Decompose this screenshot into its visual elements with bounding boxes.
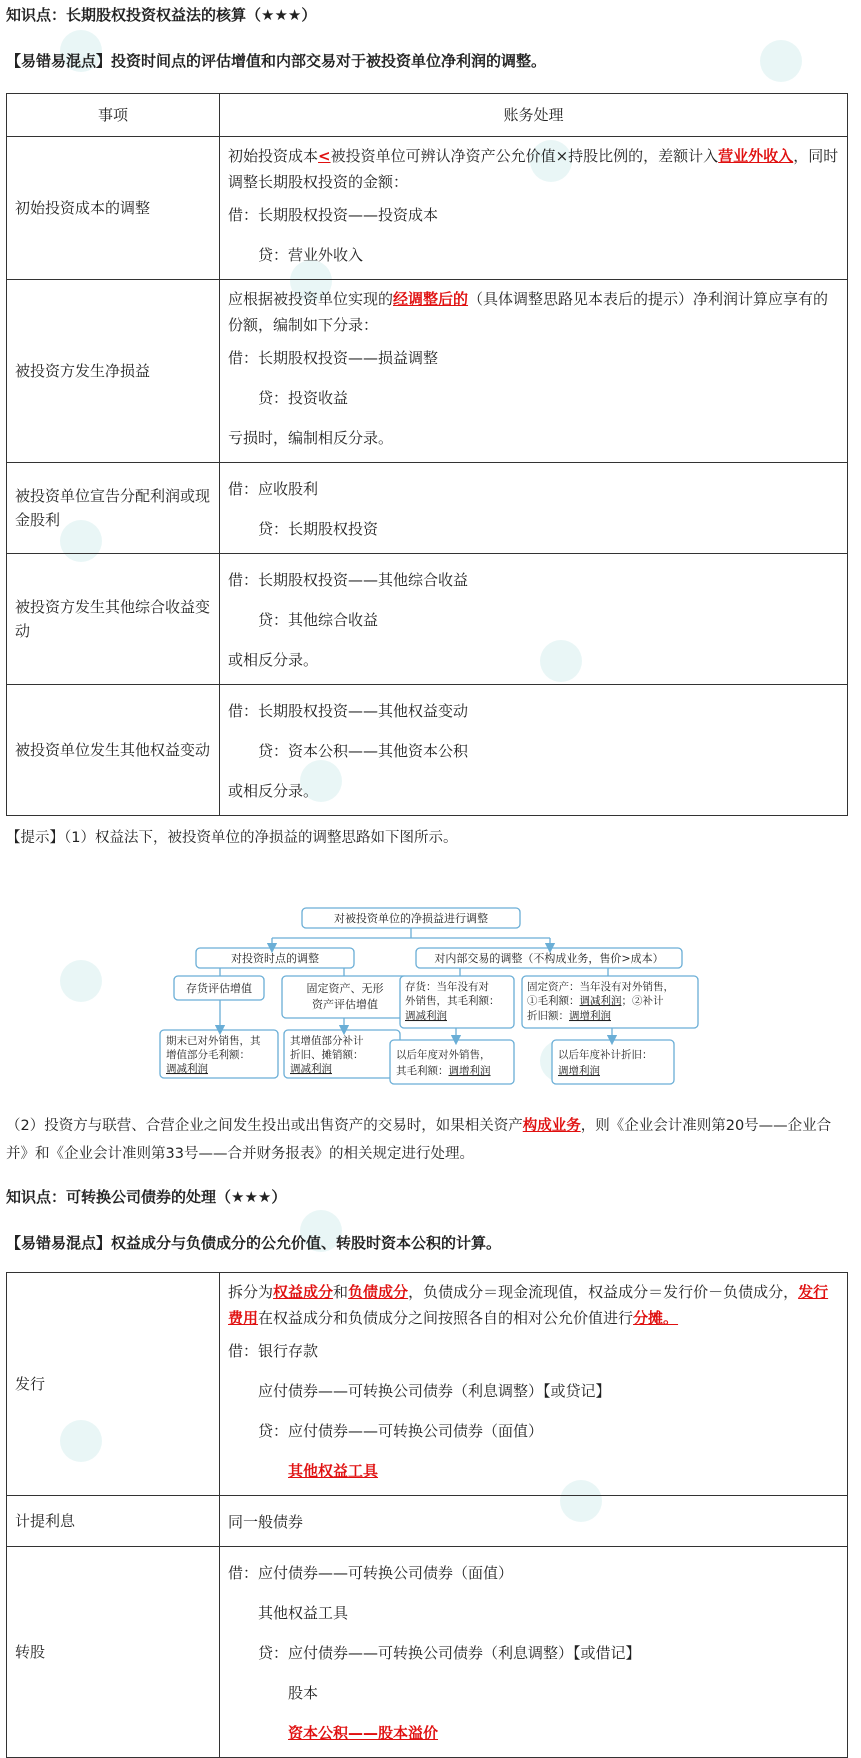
text-l2b: 资产评估增值 (312, 998, 378, 1011)
table-row (7, 685, 848, 816)
text-l1c-c: 调减利润 (166, 1063, 208, 1075)
entry-line (228, 1371, 839, 1411)
highlight-text: 营业外收入 (718, 147, 794, 165)
entry-text: 拆分为 (228, 1283, 274, 1301)
table-row (7, 1273, 848, 1496)
highlight-text: < (318, 147, 331, 165)
row-item: 被投资单位发生其他权益变动 (7, 685, 220, 816)
entry-line (228, 469, 839, 509)
entry-line (228, 235, 839, 275)
entry-text: 或相反分录。 (228, 651, 319, 669)
tip-2 (6, 1112, 851, 1168)
row-item: 转股 (7, 1547, 220, 1758)
entry-text: 借：长期股权投资——损益调整 (228, 349, 439, 367)
entry-line (228, 1502, 839, 1542)
row-treatment (220, 1273, 848, 1496)
row-item: 被投资单位宣告分配利润或现金股利 (7, 463, 220, 554)
table-row (7, 137, 848, 280)
entry-text: 其他权益工具 (258, 1604, 349, 1622)
text-r2g-a: 以后年度补计折旧： (558, 1049, 653, 1061)
entry-line (228, 338, 839, 378)
entry-line (228, 640, 839, 680)
text-l2a: 固定资产、无形 (306, 982, 384, 995)
section1-subtitle: 【易错易混点】投资时间点的评估增值和内部交易对于被投资单位净利润的调整。 (6, 52, 547, 70)
text-r1d-line2: 其毛利额：调增利润 (396, 1065, 491, 1077)
row-item: 初始投资成本的调整 (7, 137, 220, 280)
highlight-text: 构成业务 (522, 1118, 581, 1134)
entry-line (228, 1279, 839, 1331)
text-r1b: 外销售，其毛利额： (405, 995, 500, 1007)
entry-line (228, 143, 839, 195)
entry-line (228, 1593, 839, 1633)
highlight-text: 负债成分 (348, 1283, 409, 1301)
row-treatment (220, 137, 848, 280)
entry-text: 贷：营业外收入 (258, 246, 364, 264)
entry-text: 贷：投资收益 (258, 389, 349, 407)
row-item: 被投资方发生净损益 (7, 280, 220, 463)
highlight-text: 发行费用 (228, 1283, 829, 1327)
entry-text: 股本 (288, 1684, 319, 1702)
entry-text: ，负债成分＝现金流现值，权益成分＝发行价－负债成分， (408, 1283, 799, 1301)
entry-line (228, 731, 839, 771)
text-l2c-c: 调减利润 (290, 1063, 332, 1075)
entry-text: 借：长期股权投资——投资成本 (228, 206, 439, 224)
entry-text: 借：长期股权投资——其他权益变动 (228, 702, 469, 720)
entry-text: （2）投资方与联营、合营企业之间发生投出或出售资产的交易时，如果相关资产 (6, 1118, 523, 1134)
entry-text: 初始投资成本 (228, 147, 319, 165)
entry-line (228, 1451, 839, 1491)
section2-subtitle: 【易错易混点】权益成分与负债成分的公允价值、转股时资本公积的计算。 (6, 1234, 502, 1252)
entry-text: 被投资单位可辨认净资产公允价值×持股比例的，差额计入 (330, 147, 719, 165)
entry-text: ，则《企业会计准则第20号——企业合并》和《企业会计准则第33号——合并财务报表》的相关规定进行处理。 (6, 1118, 832, 1162)
highlight-text: 权益成分 (273, 1283, 334, 1301)
entry-line (228, 600, 839, 640)
text-l1c-a: 期末已对外销售，其 (166, 1035, 261, 1047)
text-l1c-b: 增值部分毛利额： (166, 1049, 250, 1061)
entry-line (228, 418, 839, 458)
entry-text: 同一般债券 (228, 1513, 304, 1531)
table-row (7, 1547, 848, 1758)
entry-text: 亏损时，编制相反分录。 (228, 429, 394, 447)
text-l1: 存货评估增值 (186, 982, 252, 995)
entry-line (228, 560, 839, 600)
row-treatment (220, 1547, 848, 1758)
entry-line (228, 691, 839, 731)
text-r2a: 固定资产：当年没有对外销售， (527, 981, 674, 993)
adjustment-diagram (0, 900, 861, 1110)
text-l2c-b: 折旧、摊销额： (290, 1049, 364, 1061)
entry-text: 应根据被投资单位实现的 (228, 290, 394, 308)
entry-text: 借：银行存款 (228, 1342, 319, 1360)
table-row (7, 1496, 848, 1547)
entry-text: 或相反分录。 (228, 782, 319, 800)
text-r1c: 调减利润 (405, 1010, 447, 1022)
text-l2c-a: 其增值部分补计 (290, 1035, 364, 1047)
header-treatment: 账务处理 (220, 94, 848, 137)
highlight-text: 经调整后的 (393, 290, 469, 308)
entry-text: 贷：应付债券——可转换公司债券（面值） (258, 1422, 544, 1440)
entry-line (228, 378, 839, 418)
node-later-dep (552, 1040, 674, 1084)
highlight-text: 资本公积——股本溢价 (288, 1724, 439, 1742)
text-r1a: 存货：当年没有对 (405, 981, 489, 993)
entry-line (228, 1553, 839, 1593)
convertible-bond-table (6, 1272, 848, 1758)
text-right: 对内部交易的调整（不构成业务，售价>成本） (434, 952, 664, 965)
section1-title: 知识点：长期股权投资权益法的核算（★★★） (6, 6, 317, 24)
entry-text: 在权益成分和负债成分之间按照各自的相对公允价值进行 (258, 1309, 634, 1327)
highlight-text: 分摊。 (633, 1309, 679, 1327)
entry-text: 贷：应付债券——可转换公司债券（利息调整）【或借记】 (258, 1644, 641, 1662)
entry-line (228, 286, 839, 338)
entry-text: 贷：资本公积——其他资本公积 (258, 742, 469, 760)
row-treatment (220, 554, 848, 685)
row-treatment (220, 685, 848, 816)
section2-title: 知识点：可转换公司债券的处理（★★★） (6, 1188, 287, 1206)
entry-line (228, 1713, 839, 1753)
entry-line (228, 1331, 839, 1371)
row-treatment (220, 280, 848, 463)
entry-line (228, 771, 839, 811)
equity-method-table (6, 93, 848, 816)
text-r1d-a: 以后年度对外销售， (396, 1049, 491, 1061)
entry-text: 应付债券——可转换公司债券（利息调整）【或贷记】 (258, 1382, 611, 1400)
entry-line (228, 509, 839, 549)
entry-text: 贷：其他综合收益 (258, 611, 379, 629)
text-left: 对投资时点的调整 (231, 952, 319, 965)
table-row (7, 463, 848, 554)
entry-line (228, 195, 839, 235)
entry-text: ，同时调整长期股权投资的金额： (228, 147, 839, 191)
entry-line (228, 1411, 839, 1451)
row-item: 发行 (7, 1273, 220, 1496)
row-treatment (220, 463, 848, 554)
entry-text: 和 (333, 1283, 349, 1301)
header-item: 事项 (7, 94, 220, 137)
entry-text: 借：应付债券——可转换公司债券（面值） (228, 1564, 514, 1582)
tip-1: 【提示】（1）权益法下，被投资单位的净损益的调整思路如下图所示。 (6, 830, 458, 846)
text-r2-line3: 折旧额：调增利润 (527, 1010, 611, 1022)
entry-text: 贷：长期股权投资 (258, 520, 379, 538)
text-root: 对被投资单位的净损益进行调整 (334, 912, 488, 925)
entry-text: 借：长期股权投资——其他综合收益 (228, 571, 469, 589)
row-item: 计提利息 (7, 1496, 220, 1547)
entry-text: 借：应收股利 (228, 480, 319, 498)
node-later-sale (390, 1040, 514, 1084)
text-r2-line2: ①毛利额：调减利润；②补计 (527, 995, 664, 1007)
row-treatment (220, 1496, 848, 1547)
entry-line (228, 1673, 839, 1713)
entry-line (228, 1633, 839, 1673)
text-r2g-b: 调增利润 (558, 1065, 600, 1077)
entry-text: （具体调整思路见本表后的提示）净利润计算应享有的份额，编制如下分录： (228, 290, 829, 334)
row-item: 被投资方发生其他综合收益变动 (7, 554, 220, 685)
highlight-text: 其他权益工具 (288, 1462, 379, 1480)
table-row (7, 280, 848, 463)
table-row (7, 554, 848, 685)
